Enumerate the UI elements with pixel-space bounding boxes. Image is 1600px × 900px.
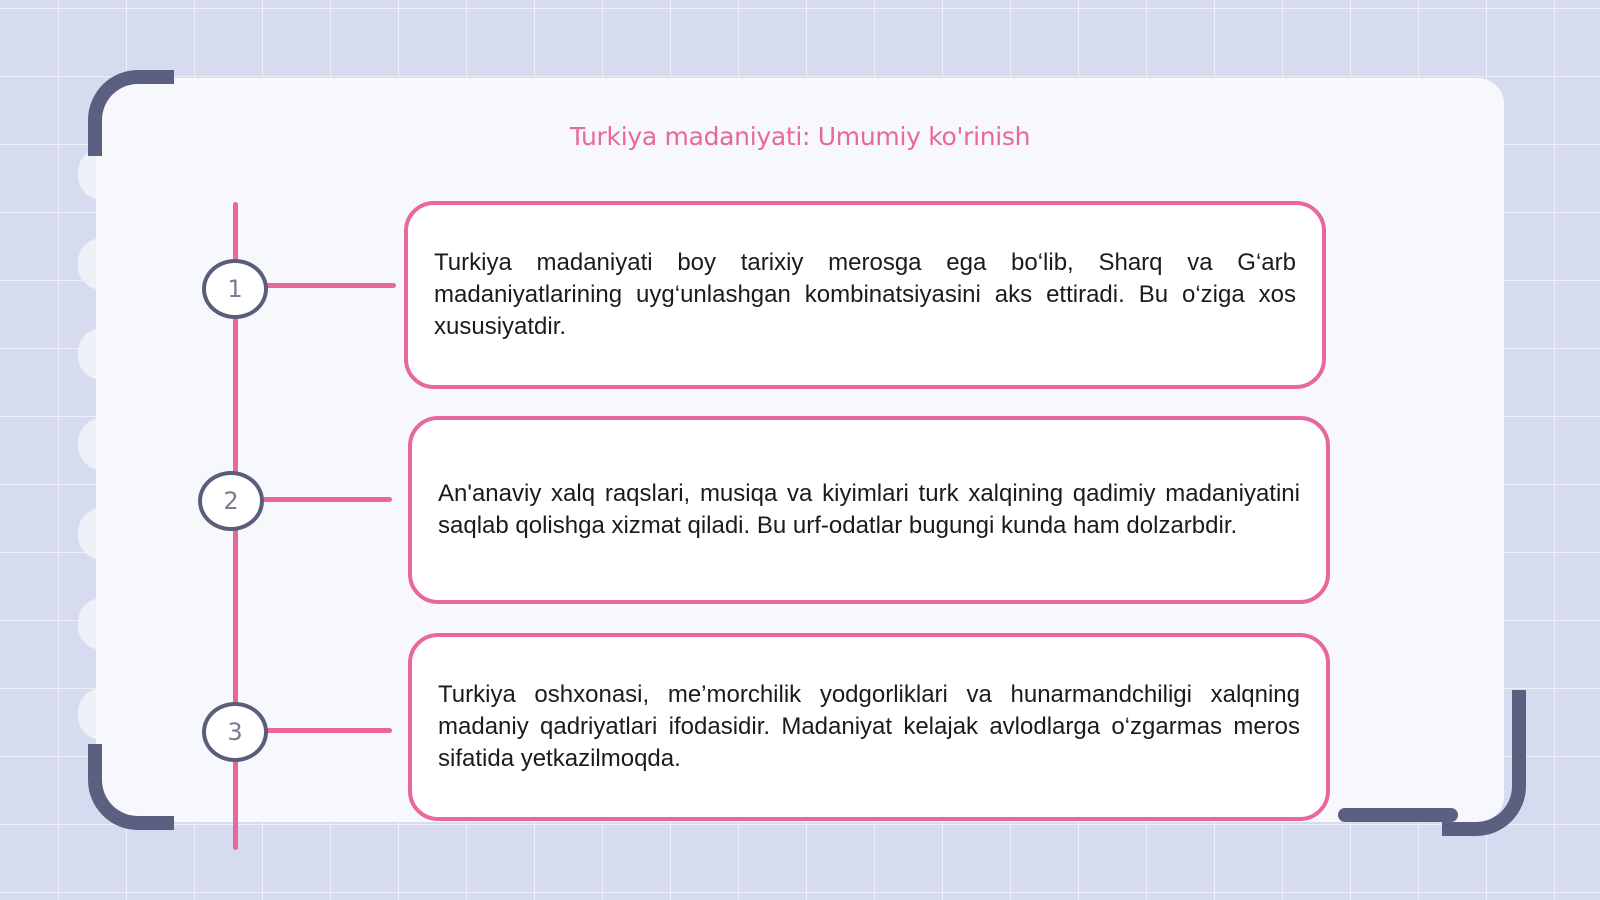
timeline-card-2 [408, 416, 1330, 604]
timeline-number-1: 1 [202, 259, 268, 319]
timeline-card-1 [404, 201, 1326, 389]
timeline-number-3: 3 [202, 702, 268, 762]
corner-bracket-bottom-left [88, 744, 174, 830]
corner-bracket-bottom-right-bar [1338, 808, 1458, 822]
timeline-connector [266, 283, 396, 288]
timeline-card-3-text: Turkiya oshxonasi, me’morchilik yodgorliklari va hunarmandchiligi xalqning madaniy qadriyatlari ifodasidir. Madaniyat kelajak avlodlarga o‘zgarmas meros sifatida yetkazilmoqda. [438, 681, 1300, 772]
timeline-number-2: 2 [198, 471, 264, 531]
timeline-card-3 [408, 633, 1330, 821]
timeline-connector [266, 728, 392, 733]
slide-title: Turkiya madaniyati: Umumiy ko'rinish [569, 122, 1031, 151]
timeline-card-2-text: An'anaviy xalq raqslari, musiqa va kiyimlari turk xalqining qadimiy madaniyatini saqlab qolishga xizmat qiladi. Bu urf-odatlar bugungi kunda ham dolzarbdir. [438, 480, 1300, 539]
timeline-connector [262, 497, 392, 502]
timeline-card-1-text: Turkiya madaniyati boy tarixiy merosga ega bo‘lib, Sharq va G‘arb madaniyatlarining uyg‘unlashgan kombinatsiyasini aks ettiradi. Bu o‘ziga xos xususiyatdir. [434, 249, 1296, 340]
